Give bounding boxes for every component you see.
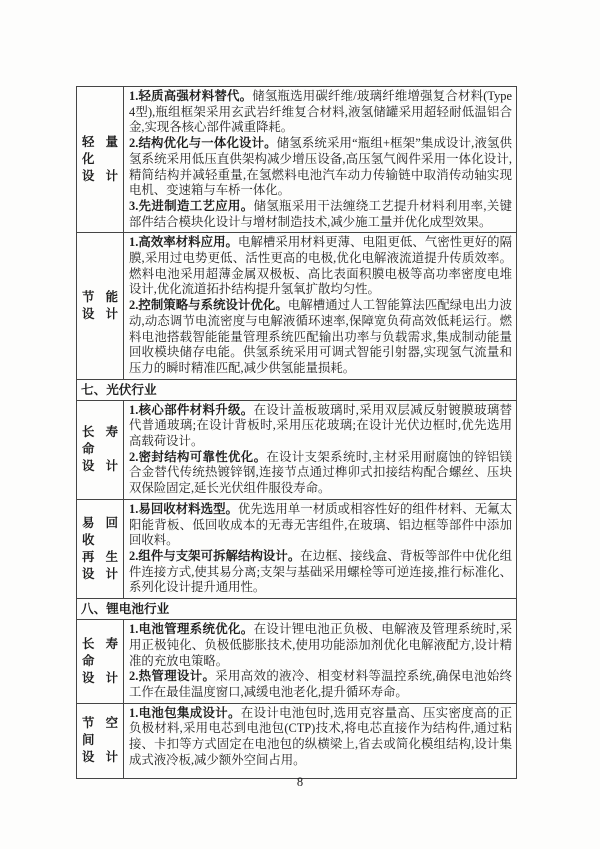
row-content-cell xyxy=(124,400,517,499)
list-item xyxy=(129,706,512,769)
item-lead: 2.热管理设计。 xyxy=(129,669,216,684)
item-body: 电解槽通过人工智能算法匹配绿电出力波动,动态调节电流密度与电解液循环速率,保障宽负荷高效低耗运行。燃料电池搭载智能能量管理系统匹配输出功率与负载需求,集成制动能量回收模块储存电能。供氢系统采用可调式智能引射器,实现氢气流量和压力的瞬时精准匹配,减少供氢能量损耗。 xyxy=(129,298,512,375)
row-label-line: 节空间 xyxy=(82,716,118,748)
table-row-battery-long-life-design xyxy=(77,620,517,704)
section-header-photovoltaic xyxy=(77,379,517,400)
row-label-cell xyxy=(77,233,124,379)
row-content-cell xyxy=(124,703,517,778)
item-body: 储氢瓶采用干法缠绕工艺提升材料利用率,关键部件结合模块化设计与增材制造技术,减少施工量并优化成型效果。 xyxy=(129,198,512,229)
list-item xyxy=(129,199,512,230)
item-lead: 1.高效率材料应用。 xyxy=(129,235,239,250)
row-content-cell xyxy=(124,233,517,379)
list-item xyxy=(129,136,512,199)
item-body: 采用高效的液冷、相变材料等温控系统,确保电池始终工作在最佳温度窗口,减缓电池老化,提升循环寿命。 xyxy=(129,669,512,699)
row-label-cell xyxy=(77,620,124,704)
row-label-line: 轻量化 xyxy=(82,135,118,167)
item-body: 在设计电池包时,选用克容量高、压实密度高的正负极材料,采用电芯到电池包(CTP)技术,将电芯直接作为结构件,通过粘接、卡扣等方式固定在电池包的纵横梁上,省去或简化模组结构,设计集成式液冷板,减少额外空间占用。 xyxy=(129,705,512,767)
row-label-line: 易回收 xyxy=(82,515,118,547)
row-content-cell xyxy=(124,499,517,598)
item-lead: 1.电池包集成设计。 xyxy=(129,705,241,720)
row-label-line: 长寿命 xyxy=(82,636,118,668)
item-body: 储氢瓶选用碳纤维/玻璃纤维增强复合材料(Type 4型),瓶组框架采用玄武岩纤维复合材料,液氢储罐采用超轻耐低温铝合金,实现各核心部件减重降耗。 xyxy=(129,89,512,135)
item-body: 储氢系统采用“瓶组+框架”集成设计,液氢供氢系统采用低压直供架构减少增压设备,高压氢气阀件采用一体化设计,精简结构并减轻重量,在氢燃料电池汽车动力传输链中取消传动轴实现电机、变速箱与车桥一体化。 xyxy=(129,136,512,198)
section-header-text: 七、光伏行业 xyxy=(77,379,517,400)
page-number: 8 xyxy=(296,775,304,789)
list-item xyxy=(129,502,512,549)
row-label-line: 节能 xyxy=(82,289,118,304)
table-row-energy-saving-design xyxy=(77,233,517,379)
row-label-line: 再生 xyxy=(82,549,118,564)
section-header-lithium-battery xyxy=(77,599,517,620)
item-lead: 1.核心部件材料升级。 xyxy=(129,402,254,417)
row-label-line: 设计 xyxy=(82,306,118,321)
row-label-cell xyxy=(77,703,124,778)
list-item xyxy=(129,298,512,377)
row-content-cell xyxy=(124,87,517,233)
item-lead: 2.结构优化与一体化设计。 xyxy=(129,136,277,151)
item-body: 优先选用单一材质或相容性好的组件材料、无氟太阳能背板、低回收成本的无毒无害组件,在玻璃、铝边框等部件中添加回收料。 xyxy=(129,501,512,548)
item-lead: 3.先进制造工艺应用。 xyxy=(129,198,254,213)
item-lead: 2.控制策略与系统设计优化。 xyxy=(129,298,288,313)
table-row-pv-long-life-design xyxy=(77,400,517,499)
row-label-line: 设计 xyxy=(82,566,118,581)
item-body: 电解槽采用材料更薄、电阻更低、气密性更好的隔膜,采用过电势更低、活性更高的电极,优化电解液流道提升传质效率。燃料电池采用超薄金属双极板、高比表面积膜电极等高功率密度电堆设计,优化流道拓扑结构提升氢氧扩散均匀性。 xyxy=(129,235,512,297)
table-row-lightweight-design xyxy=(77,87,517,233)
item-lead: 1.易回收材料选型。 xyxy=(129,501,239,516)
row-label-cell xyxy=(77,499,124,598)
list-item xyxy=(129,669,512,700)
list-item xyxy=(129,622,512,669)
row-content-cell xyxy=(124,620,517,704)
item-body: 在设计盖板玻璃时,采用双层减反射镀膜玻璃替代普通玻璃;在设计背板时,采用压花玻璃;在设计光伏边框时,优先选用高载荷设计。 xyxy=(129,402,512,449)
item-lead: 1.轻质高强材料替代。 xyxy=(129,89,253,103)
green-design-requirements-table xyxy=(76,86,517,779)
row-label-line: 设计 xyxy=(82,750,118,765)
row-label-line: 设计 xyxy=(82,169,118,184)
row-label-line: 设计 xyxy=(82,670,118,685)
list-item xyxy=(129,235,512,298)
item-lead: 2.组件与支架可拆解结构设计。 xyxy=(129,548,301,563)
section-header-text: 八、锂电池行业 xyxy=(77,599,517,620)
item-lead: 1.电池管理系统优化。 xyxy=(129,622,254,637)
list-item xyxy=(129,89,512,136)
row-label-line: 设计 xyxy=(82,459,118,474)
list-item xyxy=(129,450,512,497)
item-body: 在设计锂电池正负极、电解液及管理系统时,采用正极钝化、负极低膨胀技术,使用功能添加剂优化电解液配方,设计精准的充放电策略。 xyxy=(129,622,512,668)
list-item xyxy=(129,549,512,596)
row-label-cell xyxy=(77,400,124,499)
table-row-recyclable-design xyxy=(77,499,517,598)
row-label-line: 长寿命 xyxy=(82,425,118,457)
table-row-space-saving-design xyxy=(77,703,517,778)
row-label-cell xyxy=(77,87,124,233)
item-body: 在设计支架系统时,主材采用耐腐蚀的锌铝镁合金替代传统热镀锌钢,连接节点通过榫卯式扣接结构配合螺丝、压块双保险固定,延长光伏组件服役寿命。 xyxy=(129,449,512,496)
list-item xyxy=(129,403,512,450)
item-body: 在边框、接线盒、背板等部件中优化组件连接方式,使其易分离;支架与基础采用螺栓等可逆连接,推行标准化、系列化设计提升通用性。 xyxy=(129,548,512,595)
item-lead: 2.密封结构可靠性优化。 xyxy=(129,449,267,464)
